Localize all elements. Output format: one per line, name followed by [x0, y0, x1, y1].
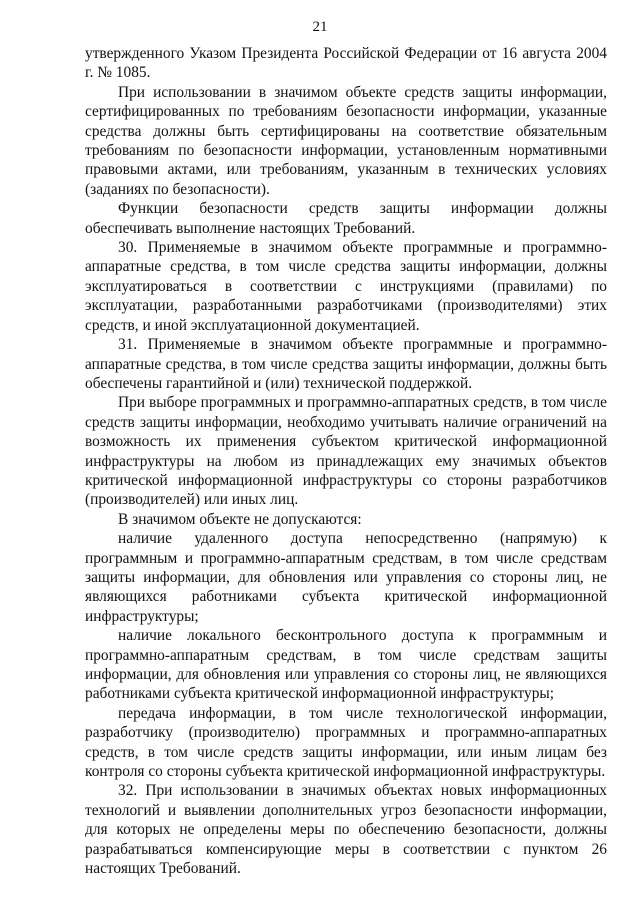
paragraph-item-32: 32. При использовании в значимых объектах новых информационных технологий и выявлении дополнительных угроз безопасности информации, для которых не определены меры по обеспечению безопасности, должны разрабатываться компенсирующие меры в соответствии с пунктом 26 настоящих Требований. [85, 782, 607, 878]
paragraph-selection-restrictions: При выборе программных и программно-аппаратных средств, в том числе средств защиты информации, необходимо учитывать наличие ограничений на возможность их применения субъектом критической информационной инфраструктуры на любом из принадлежащих ему значимых объектов критической информационной инфраструктуры со стороны разработчиков (производителей) или иных лиц. [85, 394, 607, 509]
paragraph-security-functions: Функции безопасности средств защиты информации должны обеспечивать выполнение настоящих Требований. [85, 200, 607, 237]
document-body [85, 44, 607, 878]
list-item-remote-access: наличие удаленного доступа непосредственно (напрямую) к программным и программно-аппаратным средствам, в том числе средствам защиты информации, для обновления или управления со стороны лиц, не являющихся работниками субъекта критической информационной инфраструктуры; [85, 530, 607, 625]
paragraph-certified-means: При использовании в значимом объекте средств защиты информации, сертифицированных по требованиям безопасности информации, указанные средства должны быть сертифицированы на соответствие обязательным требованиям по безопасности информации, установленным нормативными правовыми актами, или требованиям, указанным в технических условиях (заданиях по безопасности). [85, 83, 607, 198]
list-item-local-access: наличие локального бесконтрольного доступа к программным и программно-аппаратным средствам, в том числе средствам защиты информации, для обновления или управления со стороны лиц, не являющихся работниками субъекта критической информационной инфраструктуры; [85, 627, 607, 703]
paragraph-item-31: 31. Применяемые в значимом объекте программные и программно-аппаратные средства, в том числе средства защиты информации, должны быть обеспечены гарантийной и (или) технической поддержкой. [85, 336, 607, 392]
paragraph-not-allowed-heading: В значимом объекте не допускаются: [118, 510, 362, 528]
paragraph-continuation: утвержденного Указом Президента Российской Федерации от 16 августа 2004 г. № 1085. [85, 45, 607, 82]
list-item-data-transfer: передача информации, в том числе технологической информации, разработчику (производителю) программных и программно-аппаратных средств, в том числе средств защиты информации, или иным лицам без контроля со стороны субъекта критической информационной инфраструктуры. [85, 704, 607, 781]
page-number: 21 [312, 19, 328, 35]
paragraph-item-30: 30. Применяемые в значимом объекте программные и программно-аппаратные средства, в том числе средства защиты информации, должны эксплуатироваться в соответствии с инструкциями (правилами) по эксплуатации, разработанными разработчиками (производителями) этих средств, и иной эксплуатационной документацией. [85, 239, 607, 334]
